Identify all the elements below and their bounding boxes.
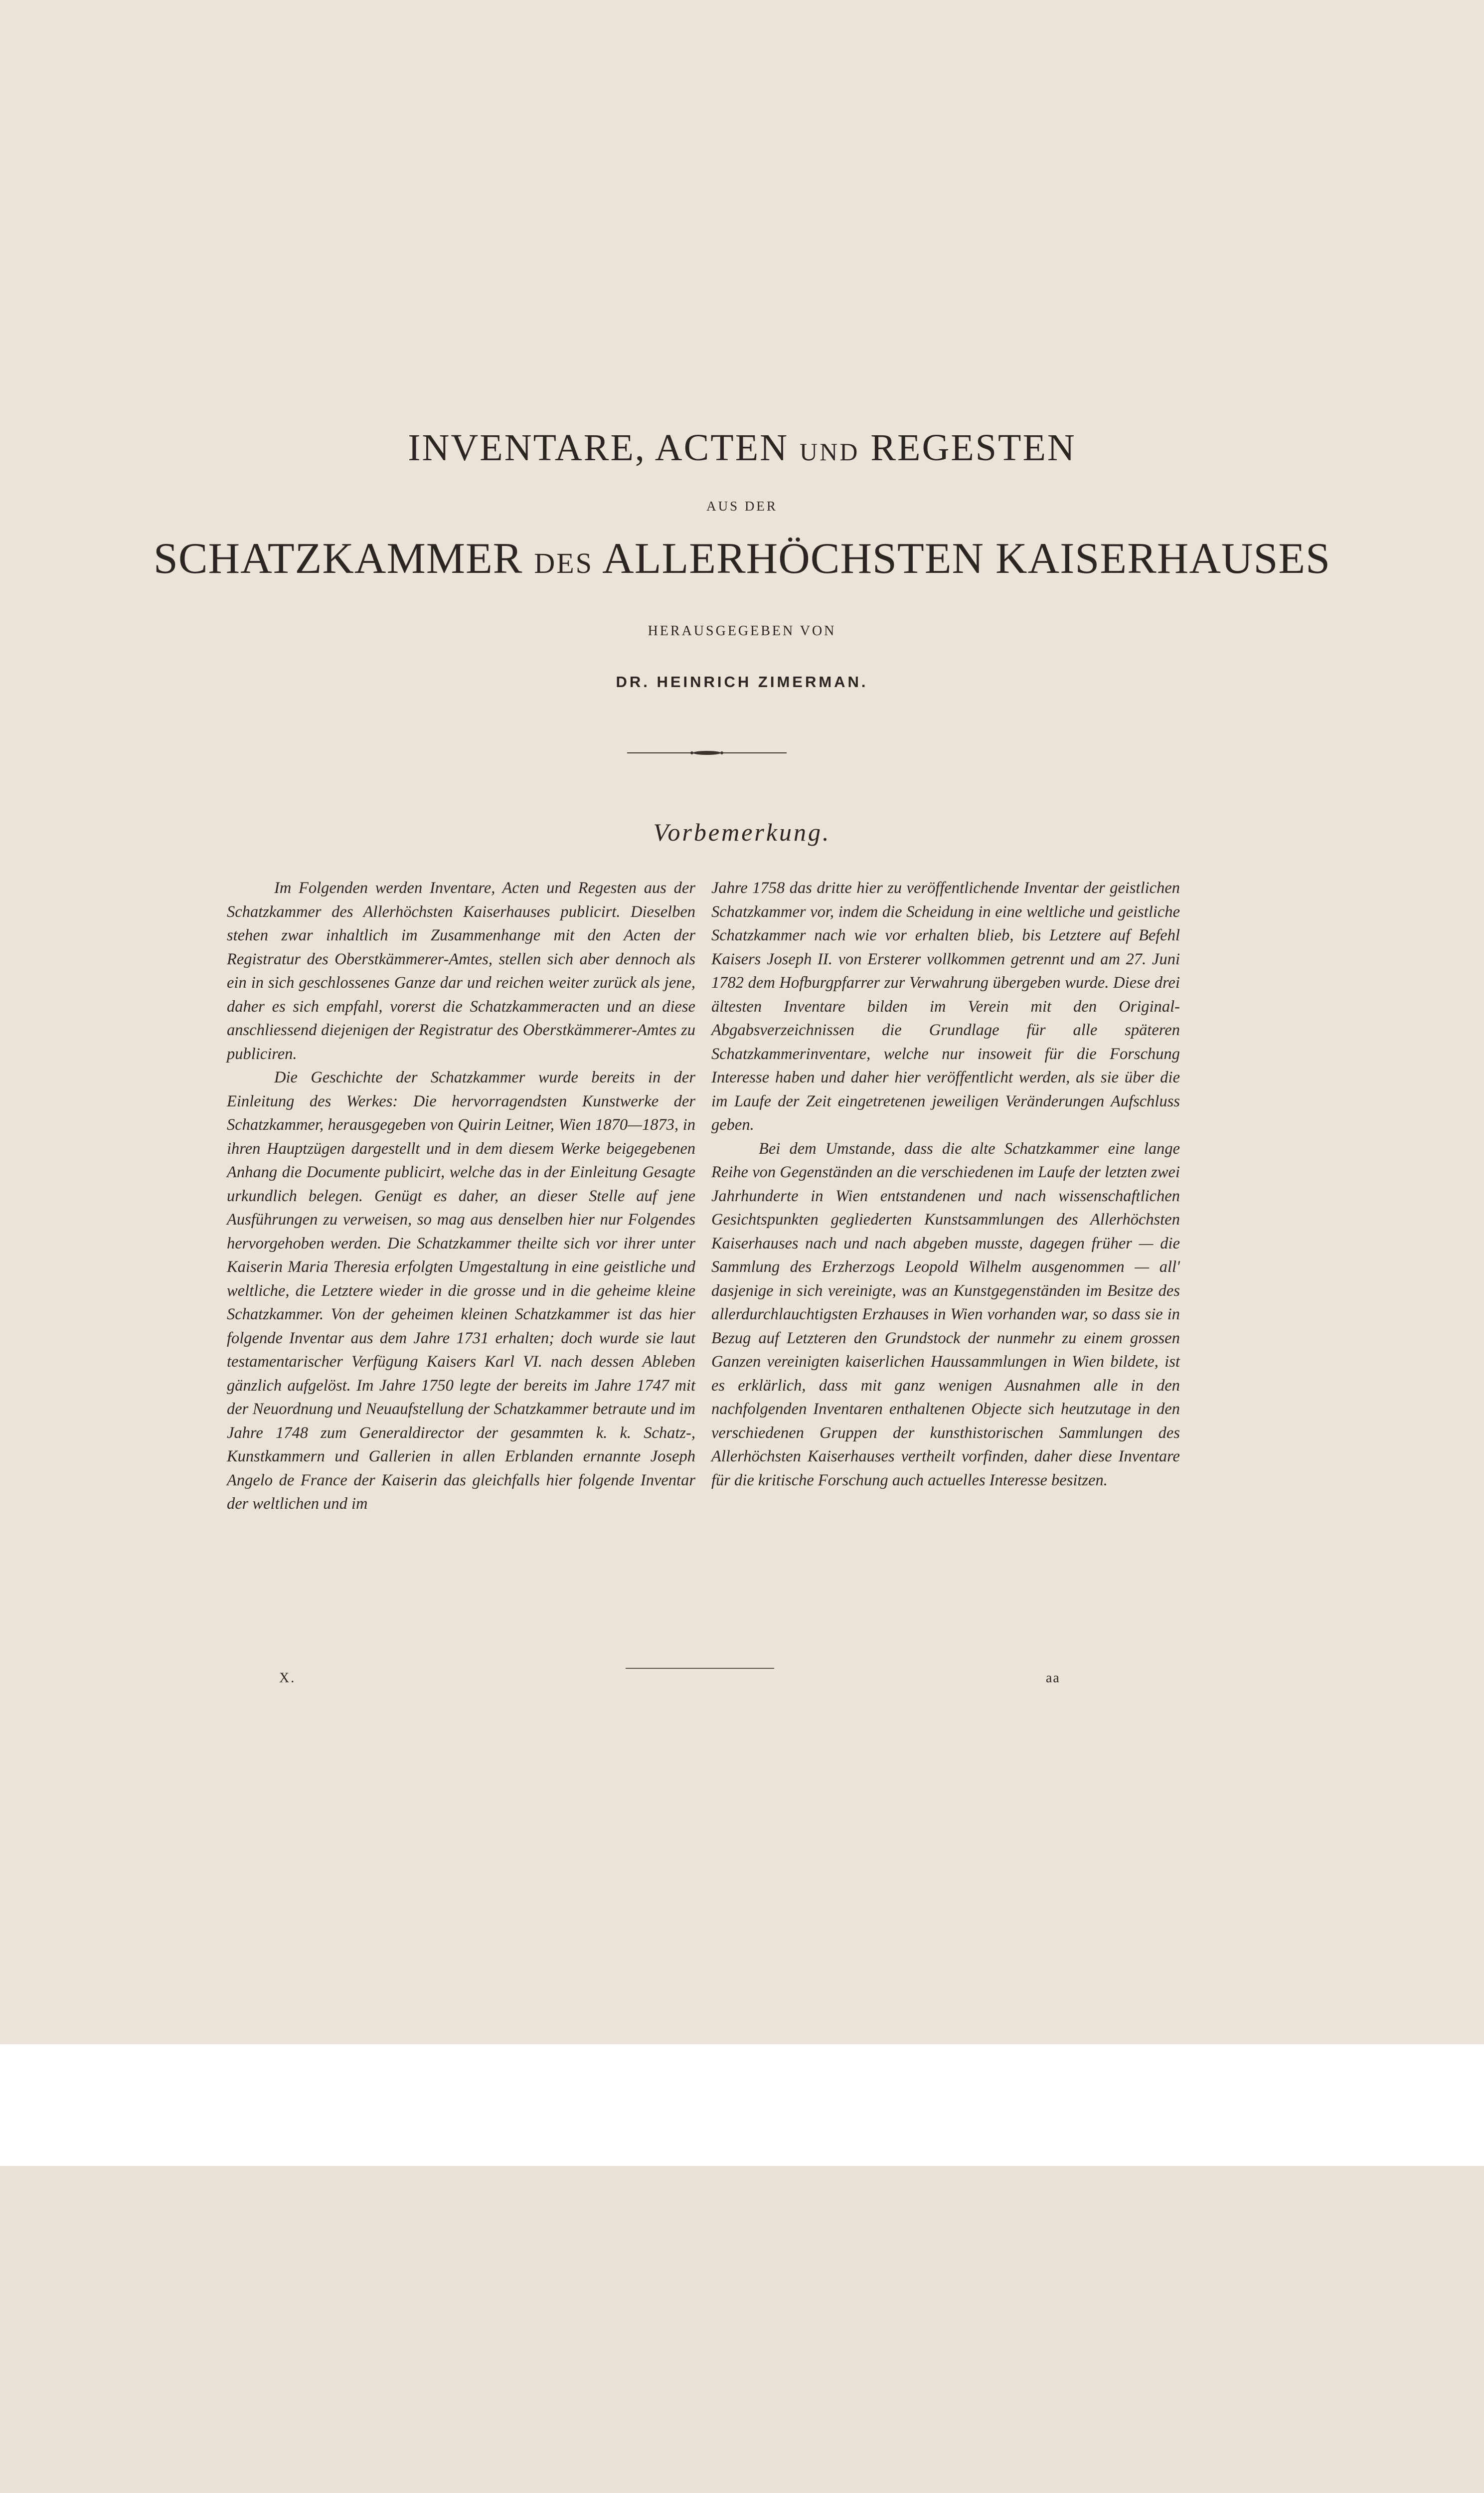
footer-rule	[626, 1668, 774, 1669]
title-part-des: DES	[534, 547, 593, 579]
viewer-footer	[0, 2044, 1484, 2166]
signature-left: X.	[279, 1670, 296, 1686]
text-column-right	[711, 877, 1180, 1492]
signature-right: aa	[1046, 1670, 1060, 1686]
herausgegeben-von: HERAUSGEGEBEN VON	[648, 623, 836, 639]
main-title-line-1	[0, 426, 1484, 470]
paragraph: Bei dem Umstande, dass die alte Schatzkammer eine lange Reihe von Gegenständen an die verschiedenen im Laufe der letzten zwei Jahrhunderte in Wien entstandenen und nach wissenschaftlichen Gesichtspunkten gegliederten Kunstsammlungen des Allerhöchsten Kaiserhauses nach und nach abgeben musste, dagegen früher — die Sammlung des Erzherzogs Leopold Wilhelm ausgenommen — all' dasjenige in sich vereinigte, was an Kunstgegenständen im Besitze des allerdurchlauchtigsten Erzhauses in Wien vorhanden war, so dass sie in Bezug auf Letzteren den Grundstock der nunmehr zu einem grossen Ganzen vereinigten kaiserlichen Haussammlungen in Wien bildete, ist es erklärlich, dass mit ganz wenigen Ausnahmen alle in den nachfolgenden Inventaren enthaltenen Objecte sich heutzutage in den verschiedenen Gruppen der kunsthistorischen Sammlungen des Allerhöchsten Kaiserhauses vertheilt vorfinden, daher diese Inventare für die kritische Forschung auch actuelles Interesse besitzen.	[711, 1139, 1180, 1489]
section-heading: Vorbemerkung.	[653, 818, 831, 846]
paragraph: Jahre 1758 das dritte hier zu veröffentlichende Inventar der geistlichen Schatzkammer vor, indem die Scheidung in eine weltliche und geistliche Schatzkammer nach wie vor erhalten blieb, bis Letztere auf Befehl Kaisers Joseph II. von Ersterer vollkommen getrennt und am 27. Juni 1782 dem Hofburgpfarrer zur Verwahrung übergeben wurde. Diese drei ältesten Inventare bilden im Verein mit den Original-Abgabsverzeichnissen die Grundlage für alle späteren Schatzkammerinventare, welche nur insoweit für die Forschung Interesse haben und daher hier veröffentlicht werden, als sie über die im Laufe der Zeit eingetretenen jeweiligen Veränderungen Aufschluss geben.	[711, 879, 1180, 1134]
title-part-a: INVENTARE, ACTEN	[408, 427, 789, 469]
main-title-line-2	[0, 534, 1484, 584]
title-part-und: UND	[800, 438, 860, 466]
paragraph: Im Folgenden werden Inventare, Acten und Regesten aus der Schatzkammer des Allerhöchsten Kaiserhauses publicirt. Dieselben stehen zwar inhaltlich im Zusammenhange mit den Acten der Registratur des Oberstkämmerer-Amtes, stellen sich aber dennoch als ein in sich geschlossenes Ganze dar und reichen weiter zurück als jene, daher es sich empfahl, vorerst die Schatzkammeracten und an diese anschliessend diejenigen der Registratur des Oberstkämmerer-Amtes zu publiciren.	[227, 879, 695, 1063]
title-part-kaiserhauses: ALLERHÖCHSTEN KAISERHAUSES	[602, 534, 1331, 583]
ornament-divider	[627, 748, 787, 758]
paragraph: Die Geschichte der Schatzkammer wurde bereits in der Einleitung des Werkes: Die hervorragendsten Kunstwerke der Schatzkammer, herausgegeben von Quirin Leitner, Wien 1870—1873, in ihren Hauptzügen dargestellt und in dem diesem Werke beigegebenen Anhang die Documente publicirt, welche das in der Einleitung Gesagte urkundlich belegen. Genügt es daher, an dieser Stelle auf jene Ausführungen zu verweisen, so mag aus denselben hier nur Folgendes hervorgehoben werden. Die Schatzkammer theilte sich vor ihrer unter Kaiserin Maria Theresia erfolgten Umgestaltung in eine geistliche und weltliche, die Letztere wieder in die grosse und in die geheime kleine Schatzkammer. Von der geheimen kleinen Schatzkammer ist das hier folgende Inventar aus dem Jahre 1731 erhalten; doch wurde sie laut testamentarischer Verfügung Kaisers Karl VI. nach dessen Ableben gänzlich aufgelöst. Im Jahre 1750 legte der bereits im Jahre 1747 mit der Neuordnung und Neuaufstellung der Schatzkammer betraute und im Jahre 1748 zum Generaldirector der gesammten k. k. Schatz-, Kunstkammern und Gallerien in allen Erblanden ernannte Joseph Angelo de France der Kaiserin das gleichfalls hier folgende Inventar der weltlichen und im	[227, 1068, 695, 1513]
text-column-left	[227, 877, 695, 1516]
editor-name: DR. HEINRICH ZIMERMAN.	[616, 673, 868, 691]
subtitle-aus-der: AUS DER	[706, 499, 778, 514]
title-part-schatzkammer: SCHATZKAMMER	[153, 534, 523, 583]
title-part-b: REGESTEN	[870, 427, 1076, 469]
